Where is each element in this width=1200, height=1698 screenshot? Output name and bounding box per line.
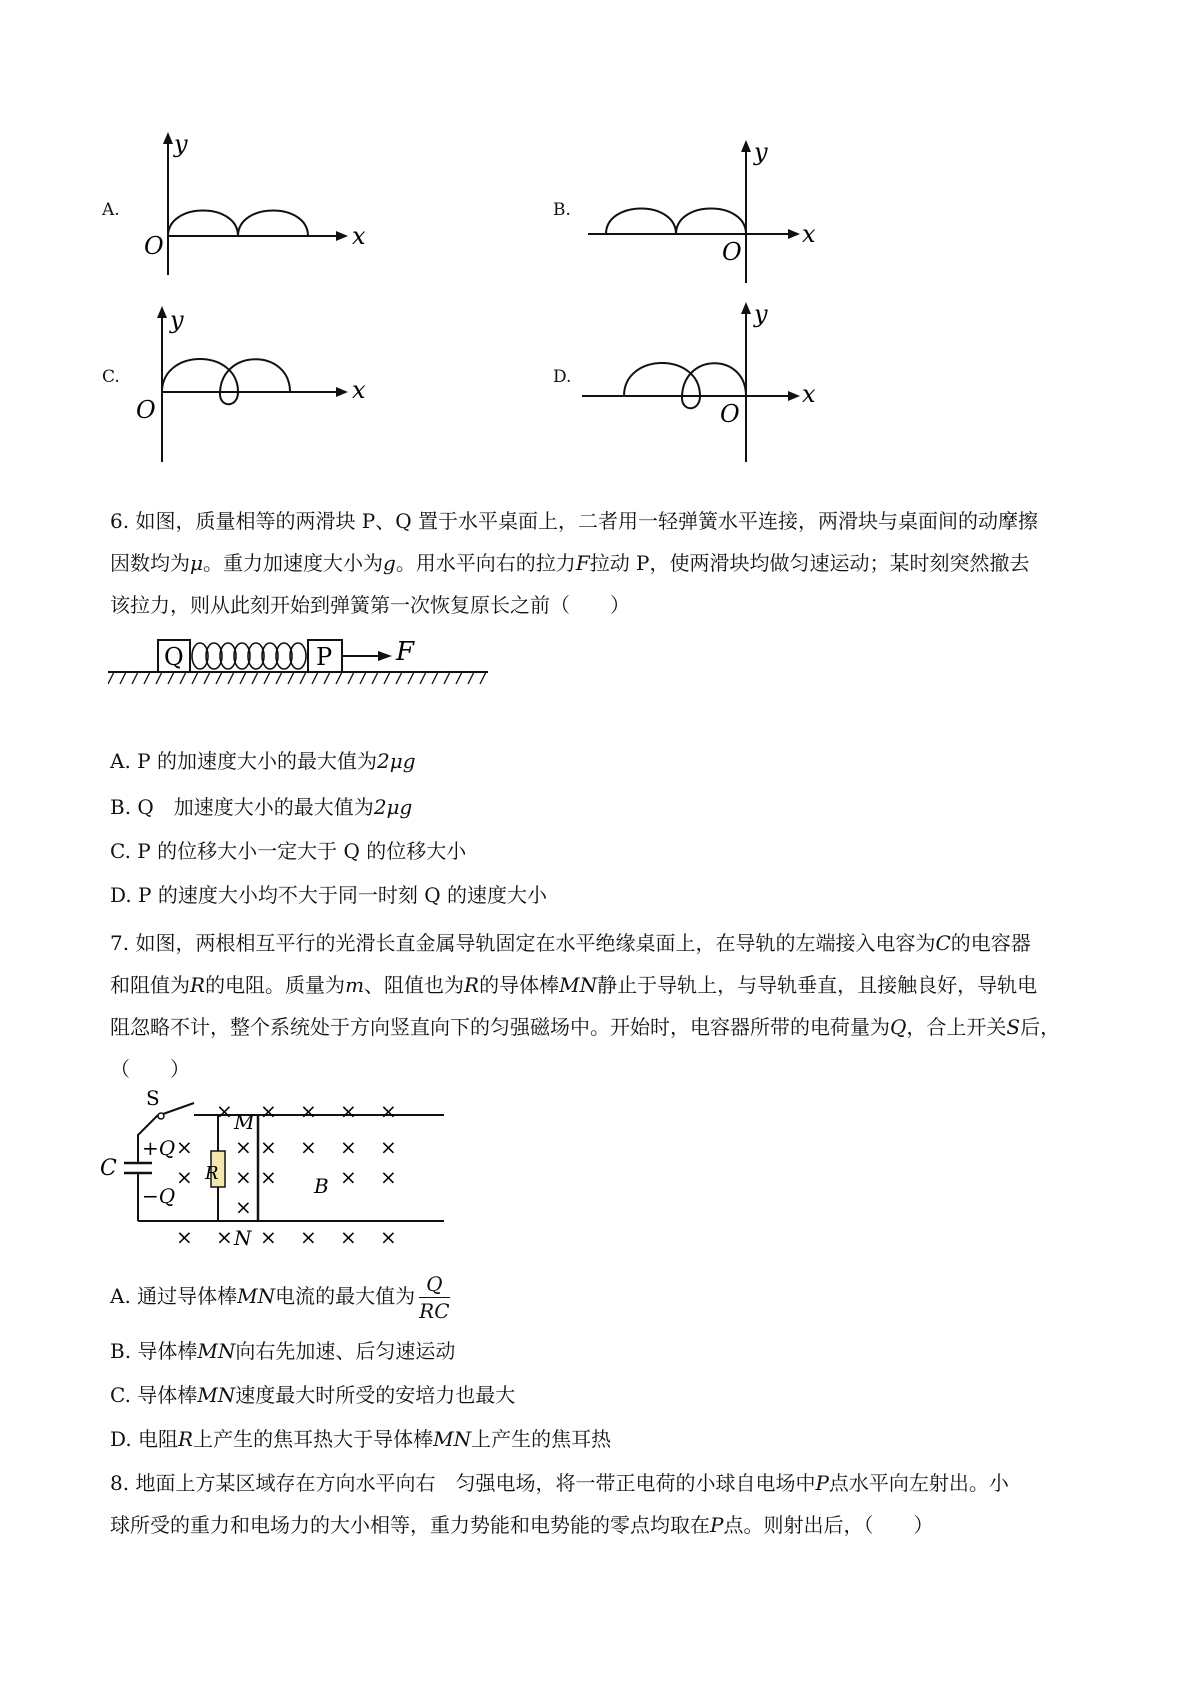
q7-text: 的导体棒 xyxy=(479,973,560,997)
option-d-label: D. xyxy=(553,367,572,387)
option-text: 速度最大时所受的安培力也最大 xyxy=(235,1383,516,1407)
q7-text: 的电容器 xyxy=(950,931,1031,955)
r-symbol: R xyxy=(464,973,480,997)
m-symbol: m xyxy=(345,973,365,997)
f-symbol: F xyxy=(575,551,590,575)
option-text: 电流的最大值为 xyxy=(275,1284,416,1308)
cross: × xyxy=(235,1195,252,1219)
option-text: 向右先加速、后匀速运动 xyxy=(235,1339,456,1363)
cross: × xyxy=(340,1135,357,1159)
q7-text: 静止于导轨上，与导轨垂直，且接触良好，导轨电 xyxy=(597,973,1038,997)
q7-text: 、阻值也为 xyxy=(364,973,465,997)
q6-text: 。重力加速度大小为 xyxy=(203,551,383,575)
cross: × xyxy=(300,1135,317,1159)
fraction-denominator: RC xyxy=(419,1299,450,1323)
graph-c-x-label: x xyxy=(352,376,366,404)
cross: × xyxy=(340,1099,357,1123)
q7-option-b[interactable] xyxy=(110,1336,455,1366)
q7-text: 的电阻。质量为 xyxy=(205,973,346,997)
option-text: 上产生的焦耳热大于导体棒 xyxy=(193,1427,434,1451)
p-symbol: P xyxy=(815,1471,829,1495)
spring xyxy=(192,643,306,669)
q7-line2 xyxy=(110,964,1100,1006)
force-label: F xyxy=(396,637,415,667)
cross: × xyxy=(380,1225,397,1249)
q7-line1 xyxy=(110,922,1100,964)
graph-b-x-label: x xyxy=(802,220,816,248)
block-p-label: P xyxy=(316,643,333,671)
graph-d xyxy=(580,296,820,466)
mn-symbol: MN xyxy=(237,1284,276,1308)
q8-text: 点。则射出后，（ ） xyxy=(723,1513,934,1537)
q6-line3: 该拉力，则从此刻开始到弹簧第一次恢复原长之前（ ） xyxy=(110,593,630,617)
mu-symbol: μ xyxy=(190,551,203,575)
graph-b xyxy=(580,138,820,288)
option-a-label: A. xyxy=(102,200,120,220)
point-m-label: M xyxy=(234,1110,255,1134)
graph-b-y-label: y xyxy=(754,138,768,166)
graph-d-x-label: x xyxy=(802,380,816,408)
r-symbol: R xyxy=(178,1427,194,1451)
graph-a-origin: O xyxy=(144,232,164,260)
q6-line1: 6. 如图，质量相等的两滑块 P、Q 置于水平桌面上，二者用一轻弹簧水平连接，两滑块与桌面间的动摩擦 xyxy=(110,509,1039,533)
graph-a xyxy=(130,130,370,280)
option-text: D. 电阻 xyxy=(110,1427,179,1451)
cross: × xyxy=(176,1165,193,1189)
mn-symbol: MN xyxy=(197,1339,236,1363)
q6-line2 xyxy=(110,542,1100,584)
mn-symbol: MN xyxy=(559,973,598,997)
q7-option-c[interactable] xyxy=(110,1380,515,1410)
q8-text: 点水平向左射出。小 xyxy=(828,1471,1009,1495)
graph-a-y-label: y xyxy=(174,130,188,158)
graph-c-y-label: y xyxy=(170,306,184,334)
graph-d-origin: O xyxy=(720,400,740,428)
mn-symbol: MN xyxy=(433,1427,472,1451)
option-text: 上产生的焦耳热 xyxy=(471,1427,612,1451)
cross: × xyxy=(300,1099,317,1123)
circuit-figure xyxy=(100,1085,460,1260)
cross: × xyxy=(380,1099,397,1123)
cross: × xyxy=(260,1225,277,1249)
graph-c-origin: O xyxy=(136,396,156,424)
q7-text: ，合上开关 xyxy=(906,1015,1007,1039)
q6-option-b[interactable] xyxy=(110,792,412,822)
cross: × xyxy=(340,1165,357,1189)
q6-text: 因数均为 xyxy=(110,551,190,575)
s-symbol: S xyxy=(1006,1015,1021,1039)
spring-blocks-figure xyxy=(108,630,498,690)
p-symbol: P xyxy=(710,1513,724,1537)
option-text: C. 导体棒 xyxy=(110,1383,198,1407)
cross: × xyxy=(340,1225,357,1249)
question-6-stem xyxy=(110,500,1100,626)
cross: × xyxy=(176,1225,193,1249)
c-symbol: C xyxy=(935,931,951,955)
cross: × xyxy=(380,1165,397,1189)
option-b-label: B. xyxy=(553,200,571,220)
capacitor-label: C xyxy=(100,1156,117,1181)
r-symbol: R xyxy=(190,973,206,997)
cross: × xyxy=(260,1135,277,1159)
point-n-label: N xyxy=(234,1226,252,1250)
field-label: B xyxy=(314,1174,329,1198)
q7-line4: （ ） xyxy=(110,1057,190,1081)
g-symbol: g xyxy=(383,551,396,575)
q8-text: 8. 地面上方某区域存在方向水平向右 匀强电场，将一带正电荷的小球自电场中 xyxy=(110,1471,816,1495)
switch-label: S xyxy=(146,1086,160,1110)
graph-c xyxy=(130,300,370,465)
q6-text: 。用水平向右的拉力 xyxy=(395,551,576,575)
question-8-stem xyxy=(110,1462,1100,1546)
q6-option-d[interactable]: D. P 的速度大小均不大于同一时刻 Q 的速度大小 xyxy=(110,883,547,907)
graph-a-x-label: x xyxy=(352,222,366,250)
q6-text: 拉动 P，使两滑块均做匀速运动；某时刻突然撤去 xyxy=(589,551,1030,575)
question-7-stem xyxy=(110,922,1100,1090)
cross: × xyxy=(235,1165,252,1189)
option-text: B. Q 加速度大小的最大值为 xyxy=(110,795,374,819)
mn-symbol: MN xyxy=(197,1383,236,1407)
q8-line1 xyxy=(110,1462,1100,1504)
resistor-label: R xyxy=(205,1163,219,1184)
fraction-numerator: Q xyxy=(419,1271,449,1298)
q7-text: 7. 如图，两根相互平行的光滑长直金属导轨固定在水平绝缘桌面上，在导轨的左端接入电容为 xyxy=(110,931,936,955)
q7-text: 后， xyxy=(1020,1015,1061,1039)
option-math: 2μg xyxy=(373,795,413,819)
q8-text: 球所受的重力和电场力的大小相等，重力势能和电势能的零点均取在 xyxy=(110,1513,710,1537)
fraction xyxy=(419,1271,449,1324)
option-text: B. 导体棒 xyxy=(110,1339,198,1363)
q8-line2 xyxy=(110,1504,1100,1546)
option-text: A. P 的加速度大小的最大值为 xyxy=(110,749,377,773)
cross: × xyxy=(300,1225,317,1249)
q7-option-d[interactable] xyxy=(110,1424,611,1454)
cross: × xyxy=(216,1099,233,1123)
block-q-label: Q xyxy=(164,643,184,671)
q-symbol: Q xyxy=(890,1015,907,1039)
minus-q-label: −Q xyxy=(142,1184,176,1208)
q6-option-a[interactable] xyxy=(110,746,416,776)
cross: × xyxy=(176,1135,193,1159)
option-text: A. 通过导体棒 xyxy=(110,1284,238,1308)
cross: × xyxy=(260,1165,277,1189)
option-c-label: C. xyxy=(102,367,120,387)
q7-option-a[interactable] xyxy=(110,1268,450,1324)
q7-text: 和阻值为 xyxy=(110,973,190,997)
q7-line3 xyxy=(110,1006,1100,1048)
graph-d-y-label: y xyxy=(754,300,768,328)
cross: × xyxy=(260,1099,277,1123)
plus-q-label: +Q xyxy=(142,1136,176,1160)
q7-text: 阻忽略不计，整个系统处于方向竖直向下的匀强磁场中。开始时，电容器所带的电荷量为 xyxy=(110,1015,890,1039)
cross: × xyxy=(380,1135,397,1159)
option-math: 2μg xyxy=(376,749,416,773)
cross: × xyxy=(216,1225,233,1249)
q6-option-c[interactable]: C. P 的位移大小一定大于 Q 的位移大小 xyxy=(110,839,467,863)
graph-b-origin: O xyxy=(722,238,742,266)
cross: × xyxy=(235,1135,252,1159)
